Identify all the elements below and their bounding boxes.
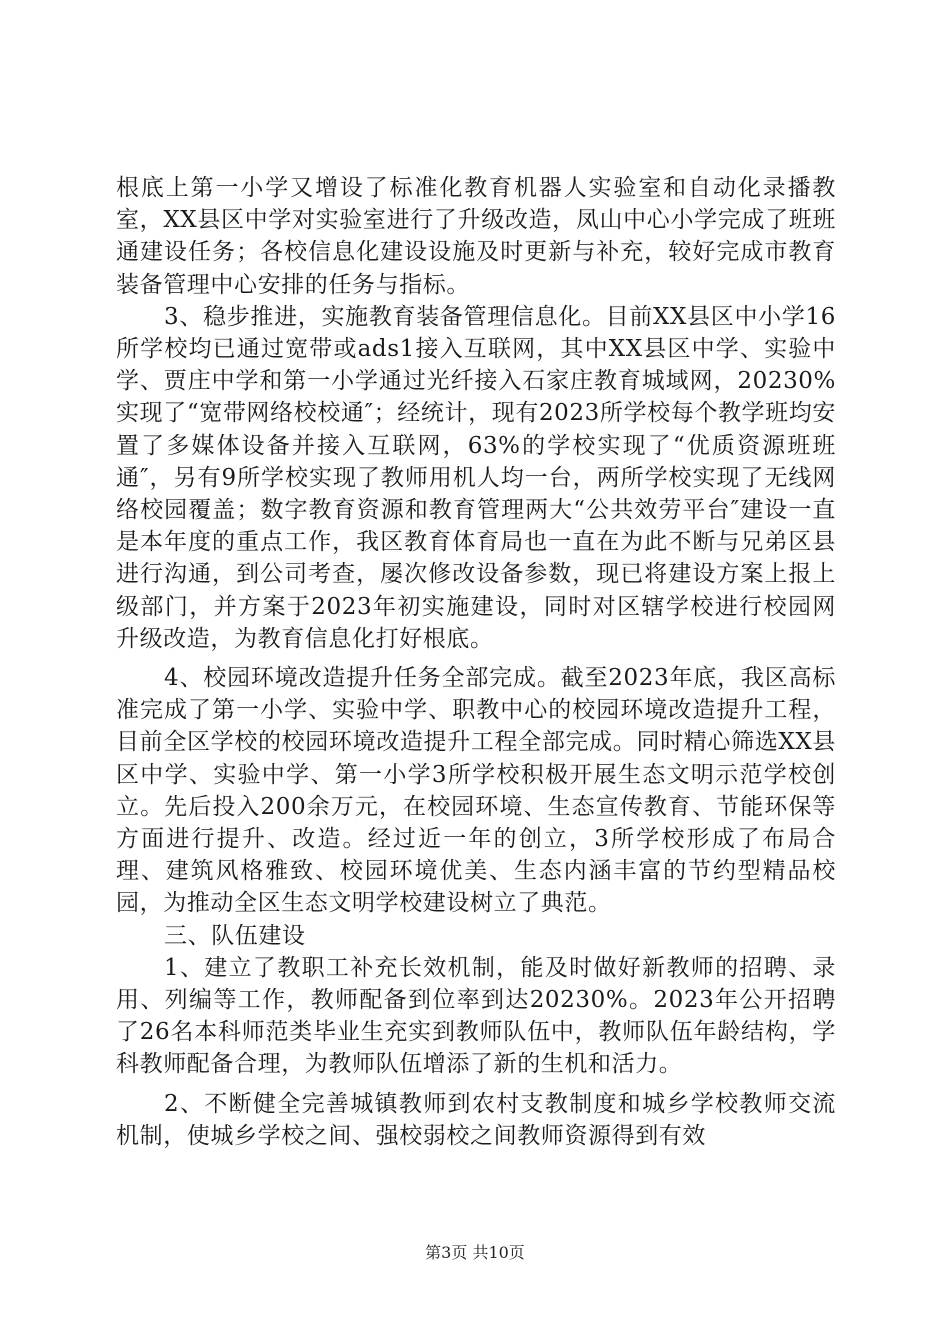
paragraph-team-2: 2、不断健全完善城镇教师到农村支教制度和城乡学校教师交流机制，使城乡学校之间、强校弱校之间教师资源得到有效 [116,1090,836,1149]
paragraph-section-4: 4、校园环境改造提升任务全部完成。截至2023年底，我区高标准完成了第一小学、实验中学、职教中心的校园环境改造提升工程，目前全区学校的校园环境改造提升工程全部完成。同时精心筛选XX县区中学、实验中学、第一小学3所学校积极开展生态文明示范学校创立。先后投入200余万元，在校园环境、生态宣传教育、节能环保等方面进行提升、改造。经过近一年的创立，3所学校形成了布局合理、建筑风格雅致、校园环境优美、生态内涵丰富的节约型精品校园，为推动全区生态文明学校建设树立了典范。 [116,665,836,917]
page-number-footer: 第3页 共10页 [425,1243,525,1262]
paragraph-team-1: 1、建立了教职工补充长效机制，能及时做好新教师的招聘、录用、列编等工作，教师配备到位率到达20230%。2023年公开招聘了26名本科师范类毕业生充实到教师队伍中，教师队伍年龄结构，学科教师配备合理，为教师队伍增添了新的生机和活力。 [116,954,836,1078]
paragraph-section-3: 3、稳步推进，实施教育装备管理信息化。目前XX县区中小学16所学校均已通过宽带或ads1接入互联网，其中XX县区中学、实验中学、贾庄中学和第一小学通过光纤接入石家庄教育城域网，20230%实现了“宽带网络校校通″；经统计，现有2023所学校每个教学班均安置了多媒体设备并接入互联网，63%的学校实现了“优质资源班班通″，另有9所学校实现了教师用机人均一台，两所学校实现了无线网络校园覆盖；数字教育资源和教育管理两大“公共效劳平台″建设一直是本年度的重点工作，我区教育体育局也一直在为此不断与兄弟区县进行沟通，到公司考查，屡次修改设备参数，现已将建设方案上报上级部门，并方案于2023年初实施建设，同时对区辖学校进行校园网升级改造，为教育信息化打好根底。 [116,303,836,652]
paragraph-continuation: 根底上第一小学又增设了标准化教育机器人实验室和自动化录播教室，XX县区中学对实验室进行了升级改造，凤山中心小学完成了班班通建设任务；各校信息化建设设施及时更新与补充，较好完成市教育装备管理中心安排的任务与指标。 [116,175,836,298]
document-body [116,172,836,1152]
heading-team-building: 三、队伍建设 [164,922,306,949]
